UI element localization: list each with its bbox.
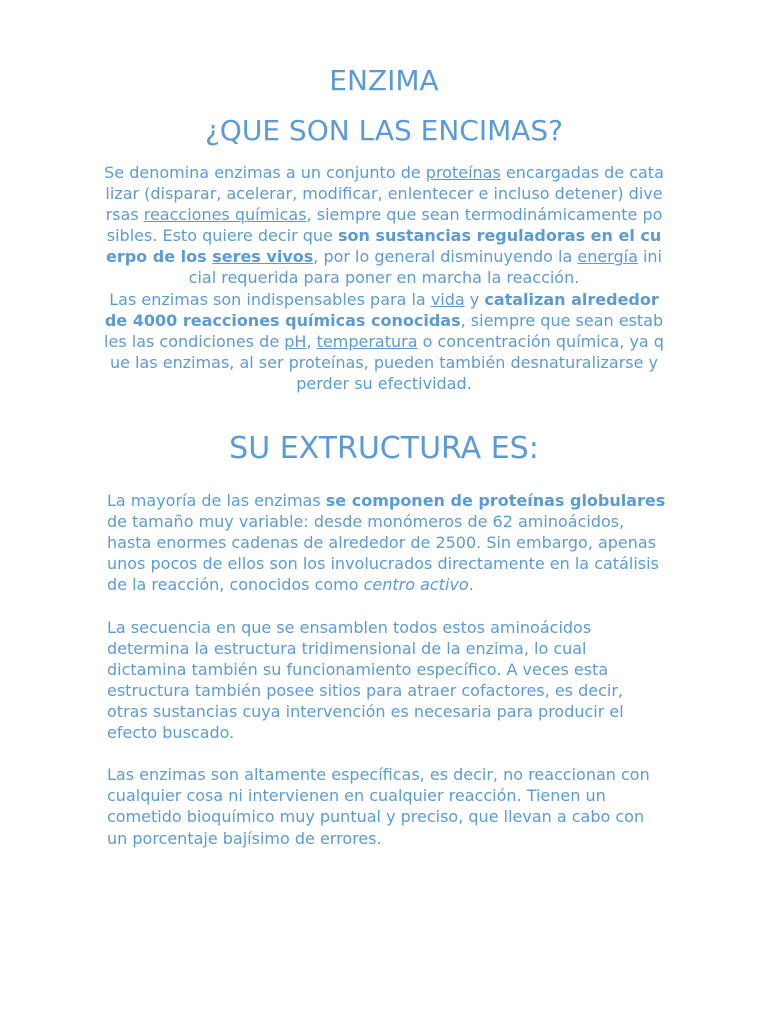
link-proteinas[interactable]: proteínas bbox=[425, 163, 501, 182]
intro-text: y bbox=[464, 289, 485, 309]
intro-bold-text: catalizan alrededor de 4000 reacciones químicas conocidas bbox=[104, 289, 659, 330]
intro-text: , por lo general disminuyendo la bbox=[313, 247, 578, 267]
intro-paragraph-1 bbox=[104, 162, 664, 289]
link-vida[interactable]: vida bbox=[430, 289, 465, 309]
intro-text: encargadas de catalizar (disparar, acelerar, modificar, enlentecer e incluso detener) diversas bbox=[105, 163, 664, 225]
intro-paragraph-2 bbox=[104, 289, 664, 394]
document-title: ENZIMA bbox=[329, 64, 439, 97]
link-energia[interactable]: energía bbox=[577, 247, 638, 267]
link-seres-vivos[interactable]: seres vivos bbox=[212, 247, 314, 267]
structure-paragraph-2: La secuencia en que se ensamblen todos estos aminoácidos determina la estructura tridimensional de la enzima, lo cual dictamina también su funcionamiento específico. A veces esta estructura también posee sitios para atraer cofactores, es decir, otras sustancias cuya intervención es necesaria para producir el efecto buscado. bbox=[107, 617, 624, 743]
structure-paragraph-3: Las enzimas son altamente específicas, es decir, no reaccionan con cualquier cosa ni intervienen en cualquier reacción. Tienen un cometido bioquímico muy puntual y preciso, que llevan a cabo con un porcentaje bajísimo de errores. bbox=[107, 765, 650, 848]
body-bold-text: se componen de proteínas globulares bbox=[325, 491, 666, 510]
body-text: La mayoría de las enzimas bbox=[107, 491, 326, 510]
link-temperatura[interactable]: temperatura bbox=[316, 331, 418, 351]
intro-bold-text: son sustancias reguladoras en el cuerpo de los bbox=[105, 226, 662, 267]
intro-text: , siempre que sean estables las condiciones de bbox=[104, 310, 664, 351]
intro-text: Se denomina enzimas a un conjunto de bbox=[104, 163, 426, 182]
intro-text: , siempre que sean termodinámicamente posibles. Esto quiere decir que bbox=[106, 205, 663, 246]
intro-section bbox=[104, 162, 664, 394]
body-text: de tamaño muy variable: desde monómeros de 62 aminoácidos, hasta enormes cadenas de alrededor de 2500. Sin embargo, apenas unos pocos de ellos son los involucrados directamente en la catálisis de la reacción, conocidos como bbox=[107, 512, 659, 595]
structure-heading: SU EXTRUCTURA ES: bbox=[229, 431, 539, 466]
body-text: . bbox=[468, 575, 474, 595]
question-heading: ¿QUE SON LAS ENCIMAS? bbox=[204, 114, 564, 147]
structure-paragraph-1 bbox=[107, 490, 667, 595]
intro-text: o concentración química, ya que las enzimas, al ser proteínas, pueden también desnaturalizarse y perder su efectividad. bbox=[109, 331, 664, 393]
link-reacciones-quimicas[interactable]: reacciones químicas bbox=[143, 205, 307, 225]
structure-section bbox=[107, 490, 667, 870]
body-italic-text: centro activo bbox=[363, 575, 469, 595]
intro-text: Las enzimas son indispensables para la bbox=[109, 289, 431, 309]
intro-text: , bbox=[306, 331, 317, 351]
intro-text: inicial requerida para poner en marcha la reacción. bbox=[188, 247, 662, 288]
link-ph[interactable]: pH bbox=[284, 331, 307, 351]
